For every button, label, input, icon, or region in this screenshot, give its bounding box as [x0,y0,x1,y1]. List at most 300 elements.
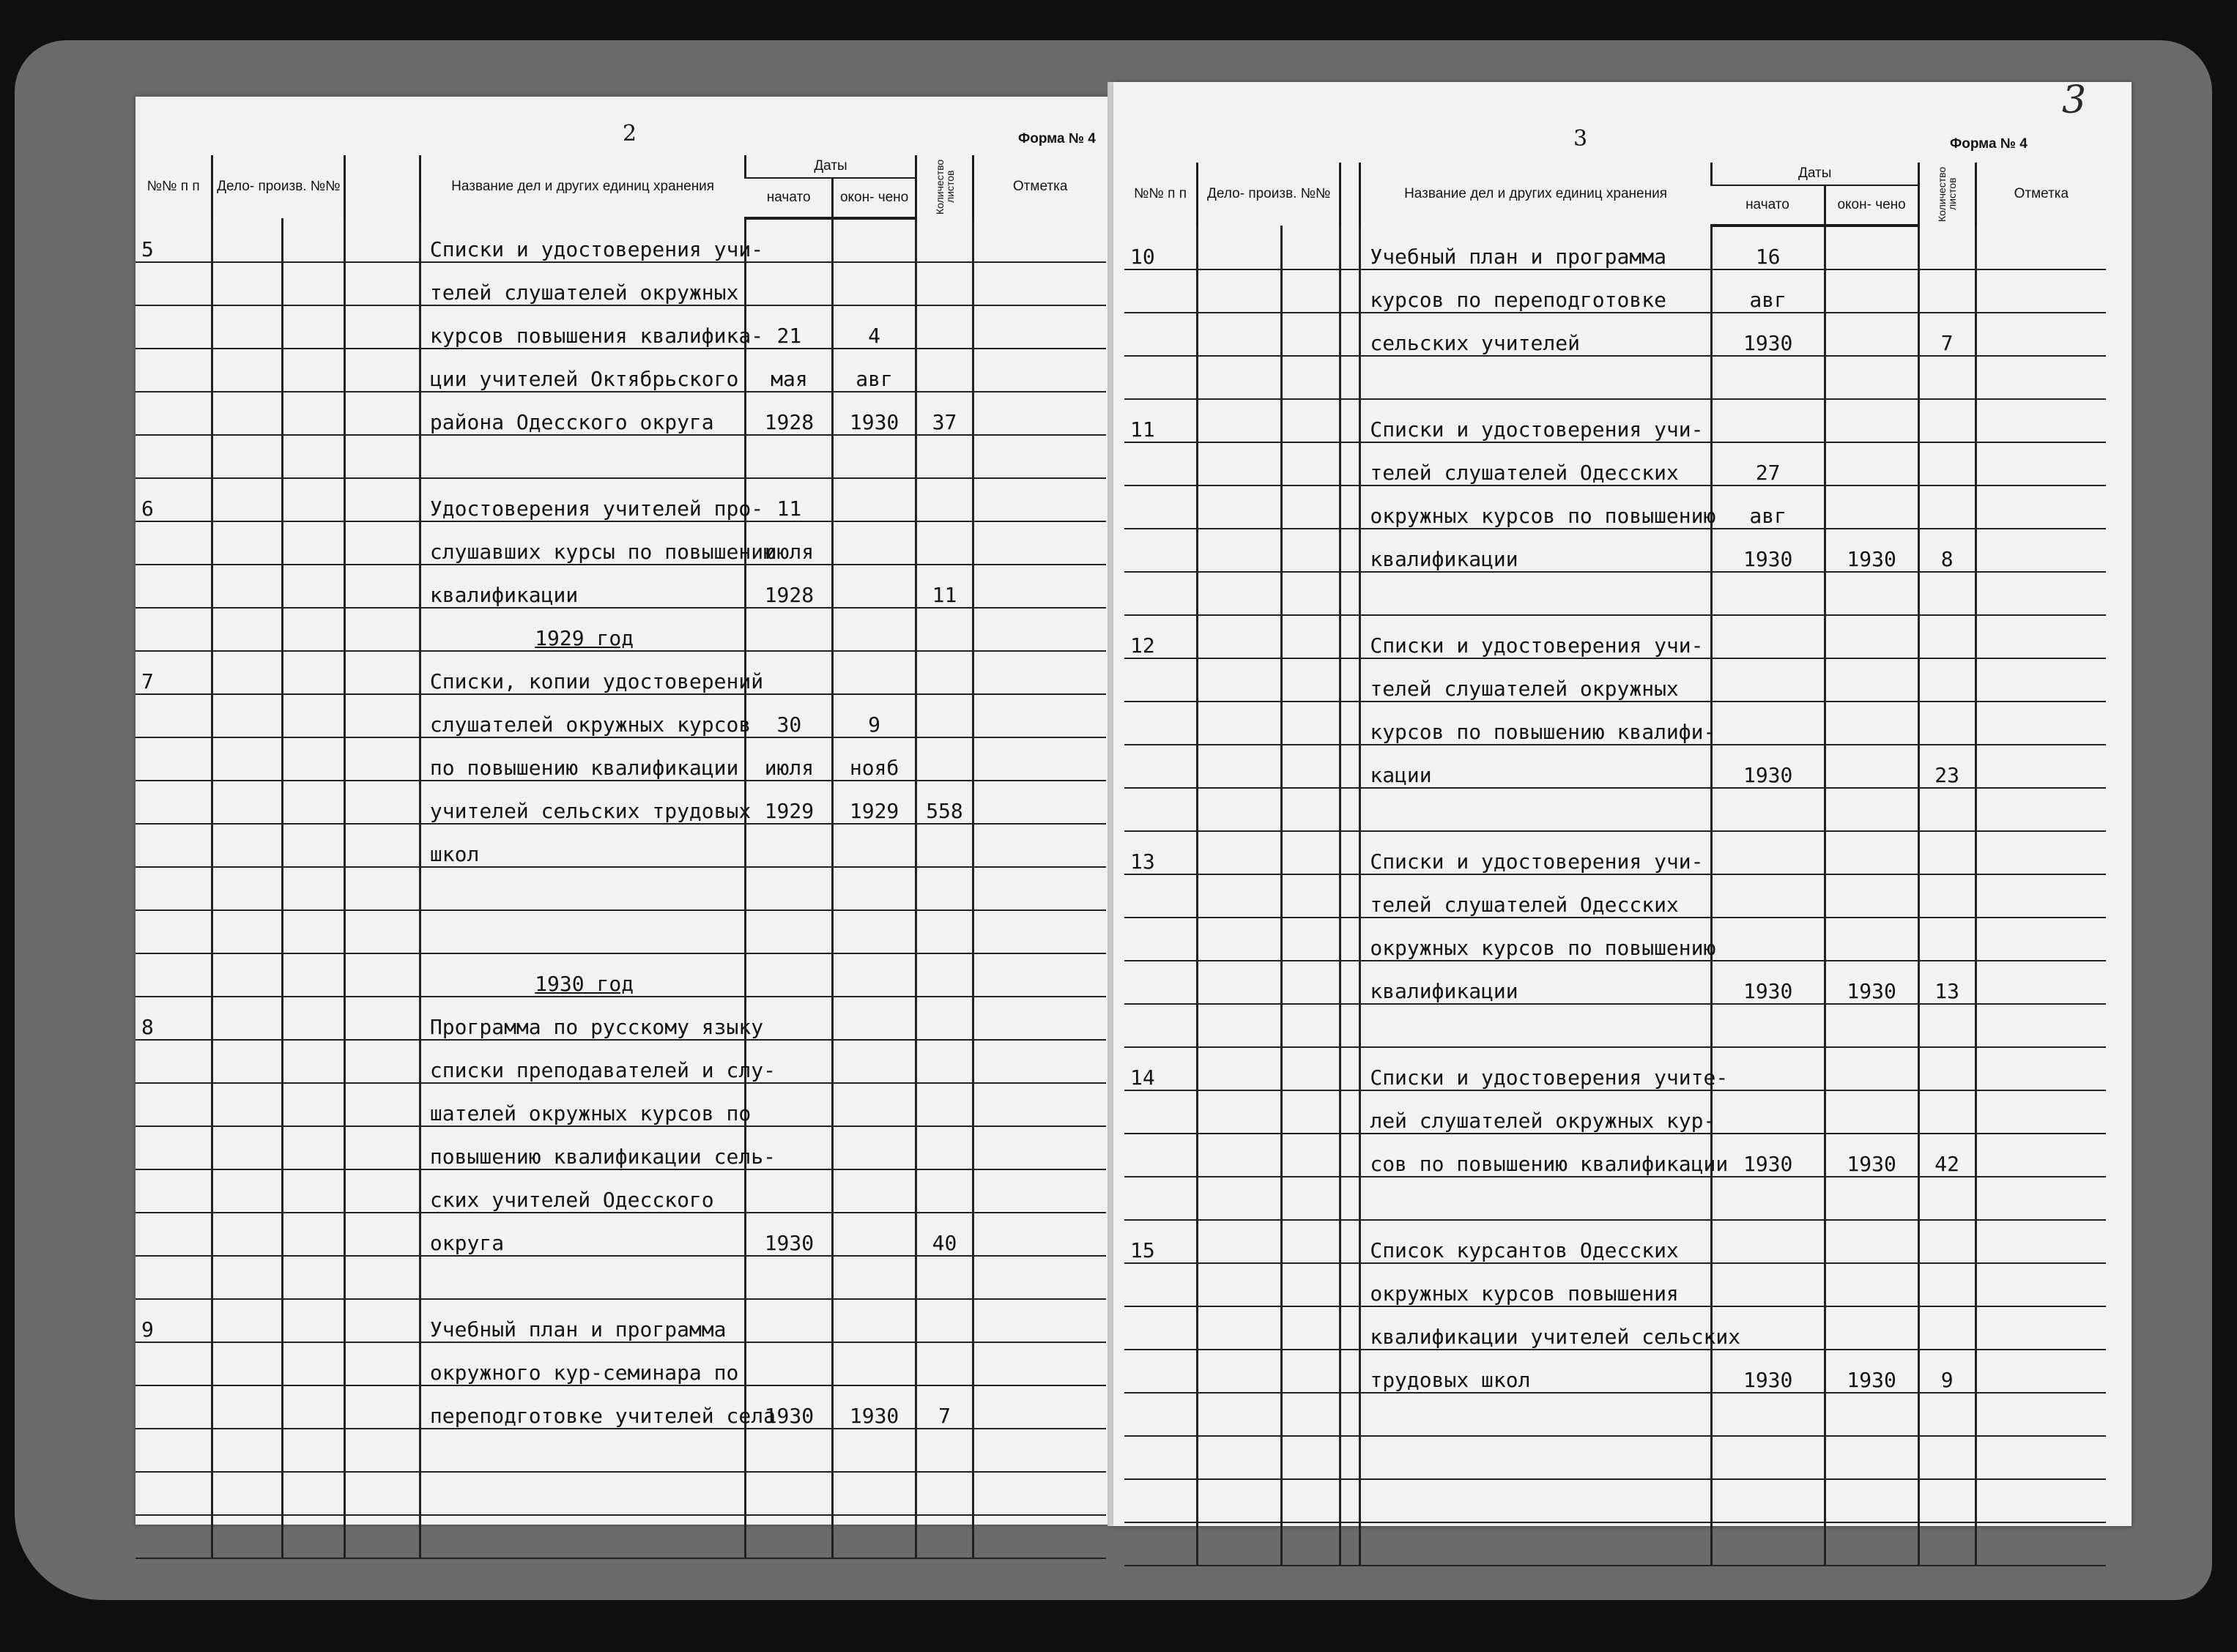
table-row [1124,831,2106,874]
note-cell [973,305,1106,349]
blank-cell [345,349,420,392]
col-blank-header [345,155,420,218]
row-number-cell: 5 [136,218,212,262]
note-cell [1976,702,2106,745]
date-end-cell [1825,831,1918,874]
sheet-count-cell [1918,658,1976,702]
sheet-count-cell [916,1472,973,1515]
date-start-cell [746,262,833,305]
table-row [136,1385,1106,1429]
row-number-cell: 14 [1124,1047,1198,1090]
note-cell [1976,1306,2106,1350]
delo-cell-b [1281,1522,1340,1566]
delo-cell-b [1281,1479,1340,1522]
sheet-count-cell [916,910,973,953]
date-start-cell [746,1083,833,1126]
row-number-cell: 7 [136,651,212,694]
date-end-cell [1825,874,1918,918]
blank-cell [345,997,420,1040]
date-end-cell [833,1126,916,1169]
delo-cell-b [282,392,345,435]
row-number-cell [136,1515,212,1558]
date-end-cell [833,1256,916,1299]
table-row [1124,1479,2106,1522]
delo-cell-b [282,305,345,349]
sheet-count-cell [916,349,973,392]
delo-cell-a [1198,831,1281,874]
sheet-count-cell [1918,442,1976,485]
row-number-cell: 8 [136,997,212,1040]
right-page [1113,78,2132,1526]
item-title-cell: трудовых школ [1360,1350,1711,1393]
blank-cell [345,262,420,305]
note-cell [1976,1004,2106,1047]
col-blank-header [1340,163,1360,226]
sheet-count-cell [916,824,973,867]
delo-cell-a [1198,1479,1281,1522]
note-cell [973,1213,1106,1256]
delo-cell-a [212,694,282,737]
delo-cell-a [212,1256,282,1299]
note-cell [1976,1393,2106,1436]
table-row [136,262,1106,305]
date-end-cell [1825,442,1918,485]
delo-cell-b [282,1299,345,1342]
row-number-cell [1124,788,1198,831]
date-start-cell [1711,788,1825,831]
date-start-cell: 1930 [1711,961,1825,1004]
date-start-cell: 1930 [746,1213,833,1256]
row-number-cell [136,910,212,953]
row-number-cell [136,392,212,435]
blank-cell [1340,1177,1360,1220]
sheet-count-cell [916,867,973,910]
note-cell [973,349,1106,392]
date-start-cell [746,953,833,997]
item-title-cell [1360,1436,1711,1479]
delo-cell-b [1281,874,1340,918]
ledger-table-right [1124,163,2106,1566]
delo-cell-b [282,218,345,262]
date-start-cell [1711,874,1825,918]
sheet-count-cell [1918,1522,1976,1566]
delo-cell-b [282,1385,345,1429]
row-number-cell [1124,442,1198,485]
blank-cell [345,1169,420,1213]
date-end-cell [833,1429,916,1472]
row-number-cell [1124,269,1198,313]
row-number-cell [136,1472,212,1515]
item-title-cell [1360,1004,1711,1047]
table-row [136,1472,1106,1515]
date-start-cell [746,1169,833,1213]
delo-cell-a [1198,658,1281,702]
table-row [1124,1220,2106,1263]
table-row [1124,1436,2106,1479]
date-start-cell: 16 [1711,226,1825,269]
date-start-cell [746,1299,833,1342]
item-title-cell [420,1515,745,1558]
item-title-cell: курсов повышения квалифика- [420,305,745,349]
blank-cell [1340,442,1360,485]
delo-cell-a [1198,961,1281,1004]
delo-cell-a [212,997,282,1040]
delo-cell-b [1281,658,1340,702]
sheet-count-cell: 8 [1918,529,1976,572]
blank-cell [1340,1522,1360,1566]
item-title-cell [1360,788,1711,831]
date-start-cell: 1930 [1711,529,1825,572]
delo-cell-a [1198,485,1281,529]
row-number-cell [1124,1134,1198,1177]
row-number-cell [1124,1263,1198,1306]
sheet-count-cell: 7 [1918,313,1976,356]
delo-cell-b [282,435,345,478]
delo-cell-b [1281,356,1340,399]
col-sheets-header: Количество листов [916,155,973,218]
note-cell [1976,1090,2106,1134]
item-title-cell: округа [420,1213,745,1256]
note-cell [1976,226,2106,269]
table-row [136,1126,1106,1169]
sheet-count-cell [916,1040,973,1083]
item-title-cell: школ [420,824,745,867]
delo-cell-b [1281,1047,1340,1090]
date-start-cell: 1929 [746,781,833,824]
table-row [136,565,1106,608]
table-row [1124,1134,2106,1177]
blank-cell [345,608,420,651]
item-title-cell: шателей окружных курсов по [420,1083,745,1126]
note-cell [1976,442,2106,485]
delo-cell-b [282,521,345,565]
row-number-cell [136,737,212,781]
delo-cell-b [282,737,345,781]
table-row [136,435,1106,478]
date-start-cell: 30 [746,694,833,737]
row-number-cell [1124,745,1198,788]
note-cell [973,867,1106,910]
table-row [1124,1047,2106,1090]
date-start-cell [1711,1004,1825,1047]
table-row [1124,1004,2106,1047]
delo-cell-b [1281,788,1340,831]
note-cell [1976,1177,2106,1220]
item-title-cell: квалификации учителей сельских [1360,1306,1711,1350]
delo-cell-b [1281,1263,1340,1306]
blank-cell [345,1083,420,1126]
table-row [1124,485,2106,529]
col-note-header: Отметка [973,155,1106,218]
sheet-count-cell [916,305,973,349]
item-title-cell [1360,1522,1711,1566]
note-cell [973,781,1106,824]
item-title-cell: Списки и удостоверения учи- [1360,615,1711,658]
table-row [1124,615,2106,658]
right-rows [1124,226,2106,1566]
table-row [136,521,1106,565]
delo-cell-a [212,651,282,694]
date-start-cell: авг [1711,485,1825,529]
delo-cell-b [1281,1090,1340,1134]
left-page [136,97,1113,1525]
blank-cell [1340,1220,1360,1263]
item-title-cell [420,1256,745,1299]
item-title-cell: учителей сельских трудовых [420,781,745,824]
row-number-cell [136,867,212,910]
note-cell [1976,1436,2106,1479]
sheet-count-cell [916,1515,973,1558]
table-row [136,218,1106,262]
delo-cell-a [212,824,282,867]
date-end-cell: нояб [833,737,916,781]
note-cell [973,1126,1106,1169]
item-title-cell: окружного кур-семинара по [420,1342,745,1385]
date-end-cell: 9 [833,694,916,737]
blank-cell [1340,1047,1360,1090]
blank-cell [345,1299,420,1342]
note-cell [973,521,1106,565]
sheet-count-cell [916,1083,973,1126]
delo-cell-a [1198,442,1281,485]
note-cell [1976,788,2106,831]
sheet-count-cell [1918,399,1976,442]
delo-cell-b [1281,1177,1340,1220]
note-cell [1976,1047,2106,1090]
blank-cell [1340,1134,1360,1177]
delo-cell-a [1198,1220,1281,1263]
blank-cell [1340,918,1360,961]
row-number-cell [1124,1090,1198,1134]
item-title-cell: 1929 год [420,608,745,651]
item-title-cell: района Одесского округа [420,392,745,435]
row-number-cell [136,262,212,305]
date-end-cell [1825,1220,1918,1263]
delo-cell-a [1198,529,1281,572]
sheet-count-cell [916,1342,973,1385]
delo-cell-b [282,781,345,824]
row-number-cell [136,1040,212,1083]
row-number-cell [1124,874,1198,918]
delo-cell-a [1198,399,1281,442]
date-start-cell [1711,572,1825,615]
handwritten-page-mark: 3 [2062,78,2087,122]
blank-cell [1340,356,1360,399]
item-title-cell: телей слушателей окружных [420,262,745,305]
col-sheets-header: Количество листов [1918,163,1976,226]
blank-cell [345,1472,420,1515]
item-title-cell [1360,572,1711,615]
delo-cell-a [212,953,282,997]
sheet-count-cell [1918,1047,1976,1090]
sheet-count-cell [916,651,973,694]
date-start-cell [746,608,833,651]
left-rows [136,218,1106,1558]
note-cell [1976,399,2106,442]
item-title-cell: сельских учителей [1360,313,1711,356]
blank-cell [1340,313,1360,356]
date-start-cell: 21 [746,305,833,349]
row-number-cell: 6 [136,478,212,521]
table-row [1124,702,2106,745]
note-cell [973,1429,1106,1472]
blank-cell [345,1040,420,1083]
col-title-header: Название дел и других единиц хранения [420,155,745,218]
blank-cell [345,435,420,478]
date-end-cell [1825,1177,1918,1220]
item-title-cell: телей слушателей Одесских [1360,442,1711,485]
col-dates-header: Даты [746,155,916,178]
note-cell [1976,1134,2106,1177]
delo-cell-a [212,1169,282,1213]
delo-cell-b [1281,1350,1340,1393]
sheet-count-cell [916,478,973,521]
delo-cell-a [1198,1134,1281,1177]
sheet-count-cell: 9 [1918,1350,1976,1393]
item-title-cell: окружных курсов по повышению [1360,918,1711,961]
table-row [136,651,1106,694]
row-number-cell [136,521,212,565]
sheet-count-cell [916,608,973,651]
delo-cell-b [282,1429,345,1472]
item-title-cell [1360,356,1711,399]
blank-cell [345,1213,420,1256]
delo-cell-b [1281,529,1340,572]
note-cell [973,435,1106,478]
note-cell [973,1256,1106,1299]
blank-cell [345,781,420,824]
row-number-cell [136,349,212,392]
row-number-cell [136,1429,212,1472]
row-number-cell [1124,658,1198,702]
row-number-cell [1124,1479,1198,1522]
item-title-cell: курсов по повышению квалифи- [1360,702,1711,745]
note-cell [1976,745,2106,788]
delo-cell-b [282,349,345,392]
table-row [136,910,1106,953]
item-title-cell: сов по повышению квалификации [1360,1134,1711,1177]
row-number-cell [136,435,212,478]
date-end-cell [833,521,916,565]
sheet-count-cell [1918,1436,1976,1479]
delo-cell-a [1198,788,1281,831]
blank-cell [345,910,420,953]
delo-cell-b [1281,313,1340,356]
delo-cell-a [212,262,282,305]
row-number-cell [1124,529,1198,572]
date-end-cell [833,1083,916,1126]
delo-cell-a [1198,918,1281,961]
row-number-cell [136,694,212,737]
delo-cell-b [282,1040,345,1083]
date-start-cell [1711,1522,1825,1566]
sheet-count-cell [1918,918,1976,961]
date-end-cell [1825,1436,1918,1479]
col-start-header: начато [746,178,833,218]
row-number-cell [136,1256,212,1299]
item-title-cell: 1930 год [420,953,745,997]
blank-cell [1340,269,1360,313]
blank-cell [1340,1436,1360,1479]
date-start-cell [1711,356,1825,399]
note-cell [973,953,1106,997]
note-cell [973,694,1106,737]
date-start-cell: 1930 [1711,745,1825,788]
row-number-cell [1124,1350,1198,1393]
delo-cell-b [282,1126,345,1169]
table-row [1124,226,2106,269]
sheet-count-cell: 7 [916,1385,973,1429]
ledger-table-left [136,155,1106,1559]
sheet-count-cell: 11 [916,565,973,608]
item-title-cell: окружных курсов повышения [1360,1263,1711,1306]
note-cell [1976,485,2106,529]
date-end-cell [1825,313,1918,356]
row-number-cell [136,1342,212,1385]
delo-cell-a [212,1429,282,1472]
row-number-cell [136,305,212,349]
item-title-cell [1360,1393,1711,1436]
note-cell [1976,831,2106,874]
delo-cell-b [282,694,345,737]
row-number-cell [1124,1306,1198,1350]
date-start-cell: 1930 [1711,313,1825,356]
blank-cell [345,1385,420,1429]
date-end-cell [833,608,916,651]
row-number-cell [136,1213,212,1256]
item-title-cell: курсов по переподготовке [1360,269,1711,313]
delo-cell-a [212,392,282,435]
delo-cell-a [212,1040,282,1083]
delo-cell-a [212,608,282,651]
delo-cell-b [282,997,345,1040]
date-end-cell [833,1213,916,1256]
item-title-cell: лей слушателей окружных кур- [1360,1090,1711,1134]
item-title-cell: Список курсантов Одесских [1360,1220,1711,1263]
delo-cell-a [1198,702,1281,745]
sheet-count-cell [1918,788,1976,831]
table-row [136,392,1106,435]
sheet-count-cell [1918,1220,1976,1263]
delo-cell-b [1281,442,1340,485]
page-number-left: 2 [623,121,637,146]
delo-cell-b [1281,1393,1340,1436]
date-end-cell [1825,745,1918,788]
item-title-cell: Списки и удостоверения учи- [1360,399,1711,442]
row-number-cell [1124,572,1198,615]
item-title-cell [420,435,745,478]
sheet-count-cell [1918,1306,1976,1350]
sheet-count-cell [1918,485,1976,529]
delo-cell-b [282,1515,345,1558]
delo-cell-b [282,1213,345,1256]
date-start-cell: авг [1711,269,1825,313]
delo-cell-a [212,781,282,824]
row-number-cell [136,565,212,608]
sheet-count-cell [916,1126,973,1169]
date-end-cell [1825,1479,1918,1522]
table-row [1124,1090,2106,1134]
table-row [1124,269,2106,313]
delo-cell-b [1281,615,1340,658]
note-cell [973,651,1106,694]
sheet-count-cell: 558 [916,781,973,824]
col-note-header: Отметка [1976,163,2106,226]
table-row [136,997,1106,1040]
row-number-cell: 15 [1124,1220,1198,1263]
sheet-count-cell [1918,1479,1976,1522]
table-row [136,1515,1106,1558]
